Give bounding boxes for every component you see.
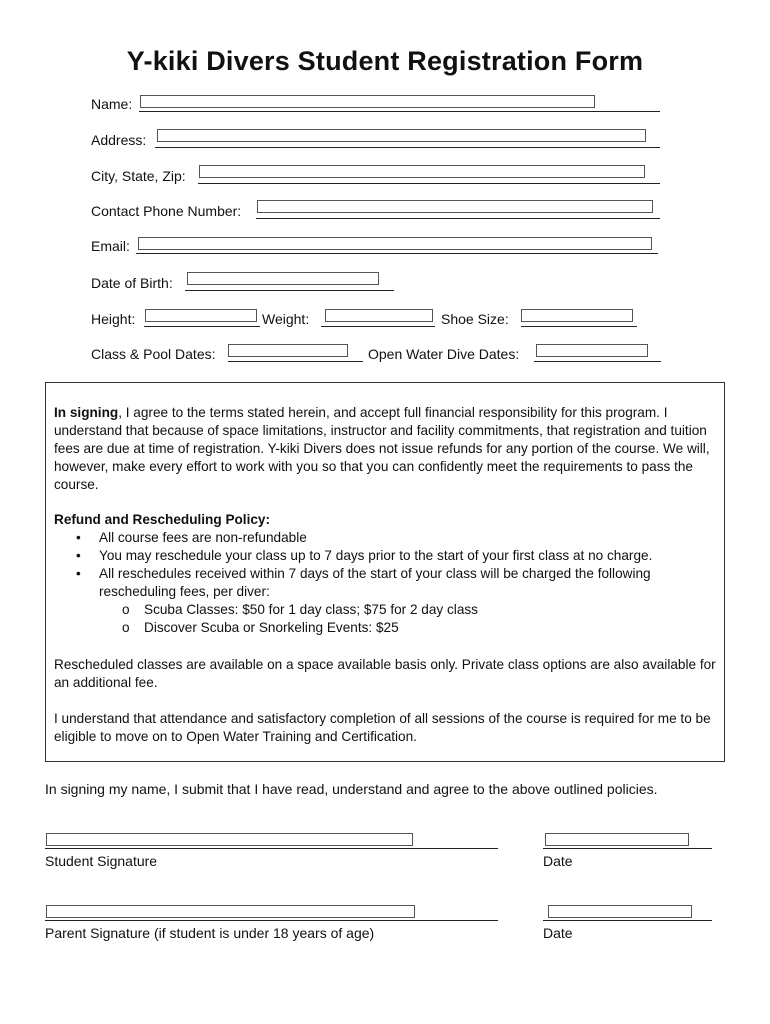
parent-signature-underline <box>45 920 498 921</box>
city-row <box>91 168 661 190</box>
student-signature-underline <box>45 848 498 849</box>
name-field[interactable] <box>140 95 595 108</box>
parent-signature-field[interactable] <box>46 905 415 918</box>
name-row <box>91 96 661 118</box>
shoe-field[interactable] <box>521 309 633 322</box>
student-signature-label: Student Signature <box>45 853 158 869</box>
agreement-statement: In signing my name, I submit that I have read, understand and agree to the above outlined policies. <box>45 781 658 797</box>
city-field[interactable] <box>199 165 645 178</box>
signing-paragraph <box>54 404 719 494</box>
height-underline <box>144 326 260 327</box>
bullet-icon: • <box>76 530 81 545</box>
height-label: Height: <box>91 311 136 327</box>
address-underline <box>155 147 660 148</box>
signing-bold: In signing <box>54 405 119 420</box>
email-label: Email: <box>91 238 130 254</box>
email-underline <box>136 253 658 254</box>
city-label: City, State, Zip: <box>91 168 186 184</box>
sub-bullet-icon: o <box>122 602 130 617</box>
list-item <box>54 601 719 619</box>
policy-box <box>45 382 725 762</box>
list-item <box>54 529 719 547</box>
parent-date-field[interactable] <box>548 905 692 918</box>
name-underline <box>139 111 660 112</box>
student-date-field[interactable] <box>545 833 689 846</box>
ow-dates-label: Open Water Dive Dates: <box>368 346 520 362</box>
sub-bullet-icon: o <box>122 620 130 635</box>
sub-bullet-text: Discover Scuba or Snorkeling Events: $25 <box>144 620 399 635</box>
class-dates-label: Class & Pool Dates: <box>91 346 216 362</box>
weight-field[interactable] <box>325 309 433 322</box>
height-field[interactable] <box>145 309 257 322</box>
class-dates-field[interactable] <box>228 344 348 357</box>
phone-field[interactable] <box>257 200 653 213</box>
dates-row <box>91 346 666 368</box>
address-row <box>91 132 661 154</box>
parent-date-label: Date <box>543 925 573 941</box>
attendance-paragraph: I understand that attendance and satisfactory completion of all sessions of the course is required for me to be eligible to move on to Open Water Training and Certification. <box>54 711 711 744</box>
email-field[interactable] <box>138 237 652 250</box>
class-dates-underline <box>228 361 363 362</box>
weight-underline <box>321 326 435 327</box>
dob-row <box>91 275 401 297</box>
name-label: Name: <box>91 96 133 112</box>
bullet-text: You may reschedule your class up to 7 days prior to the start of your first class at no charge. <box>99 548 653 563</box>
rescheduled-paragraph: Rescheduled classes are available on a space available basis only. Private class options are also available for an additional fee. <box>54 657 716 690</box>
student-date-label: Date <box>543 853 573 869</box>
refund-list <box>54 529 719 637</box>
student-date-underline <box>543 848 712 849</box>
ow-dates-field[interactable] <box>536 344 648 357</box>
phone-underline <box>256 218 660 219</box>
student-signature-field[interactable] <box>46 833 413 846</box>
bullet-icon: • <box>76 566 81 581</box>
dob-label: Date of Birth: <box>91 275 173 291</box>
bullet-text: All course fees are non-refundable <box>99 530 307 545</box>
city-underline <box>198 183 660 184</box>
form-title: Y-kiki Divers Student Registration Form <box>126 46 644 76</box>
signing-text: , I agree to the terms stated herein, and accept full financial responsibility for this program. I understand that because of space limitations, instructor and facility commitments, that registration and tuition fees are due at time of registration. Y-kiki Divers does not issue refunds for any portion of the course. We will, however, make every effort to work with you so that you can confidently meet the requirements to pass the course. <box>54 405 710 492</box>
parent-date-underline <box>543 920 712 921</box>
weight-label: Weight: <box>262 311 310 327</box>
list-item <box>54 619 719 637</box>
address-label: Address: <box>91 132 147 148</box>
address-field[interactable] <box>157 129 646 142</box>
bullet-icon: • <box>76 548 81 563</box>
list-item <box>54 565 719 601</box>
list-item <box>54 547 719 565</box>
measurements-row <box>91 311 651 333</box>
dob-underline <box>185 290 394 291</box>
shoe-underline <box>521 326 637 327</box>
refund-heading: Refund and Rescheduling Policy: <box>54 512 271 527</box>
sub-bullet-text: Scuba Classes: $50 for 1 day class; $75 for 2 day class <box>144 602 478 617</box>
email-row <box>91 238 661 260</box>
bullet-text: All reschedules received within 7 days of the start of your class will be charged the following rescheduling fees, per diver: <box>99 566 651 599</box>
dob-field[interactable] <box>187 272 379 285</box>
phone-label: Contact Phone Number: <box>91 203 242 219</box>
phone-row <box>91 203 661 225</box>
shoe-label: Shoe Size: <box>441 311 509 327</box>
parent-signature-label: Parent Signature (if student is under 18 years of age) <box>45 925 375 941</box>
ow-dates-underline <box>534 361 661 362</box>
